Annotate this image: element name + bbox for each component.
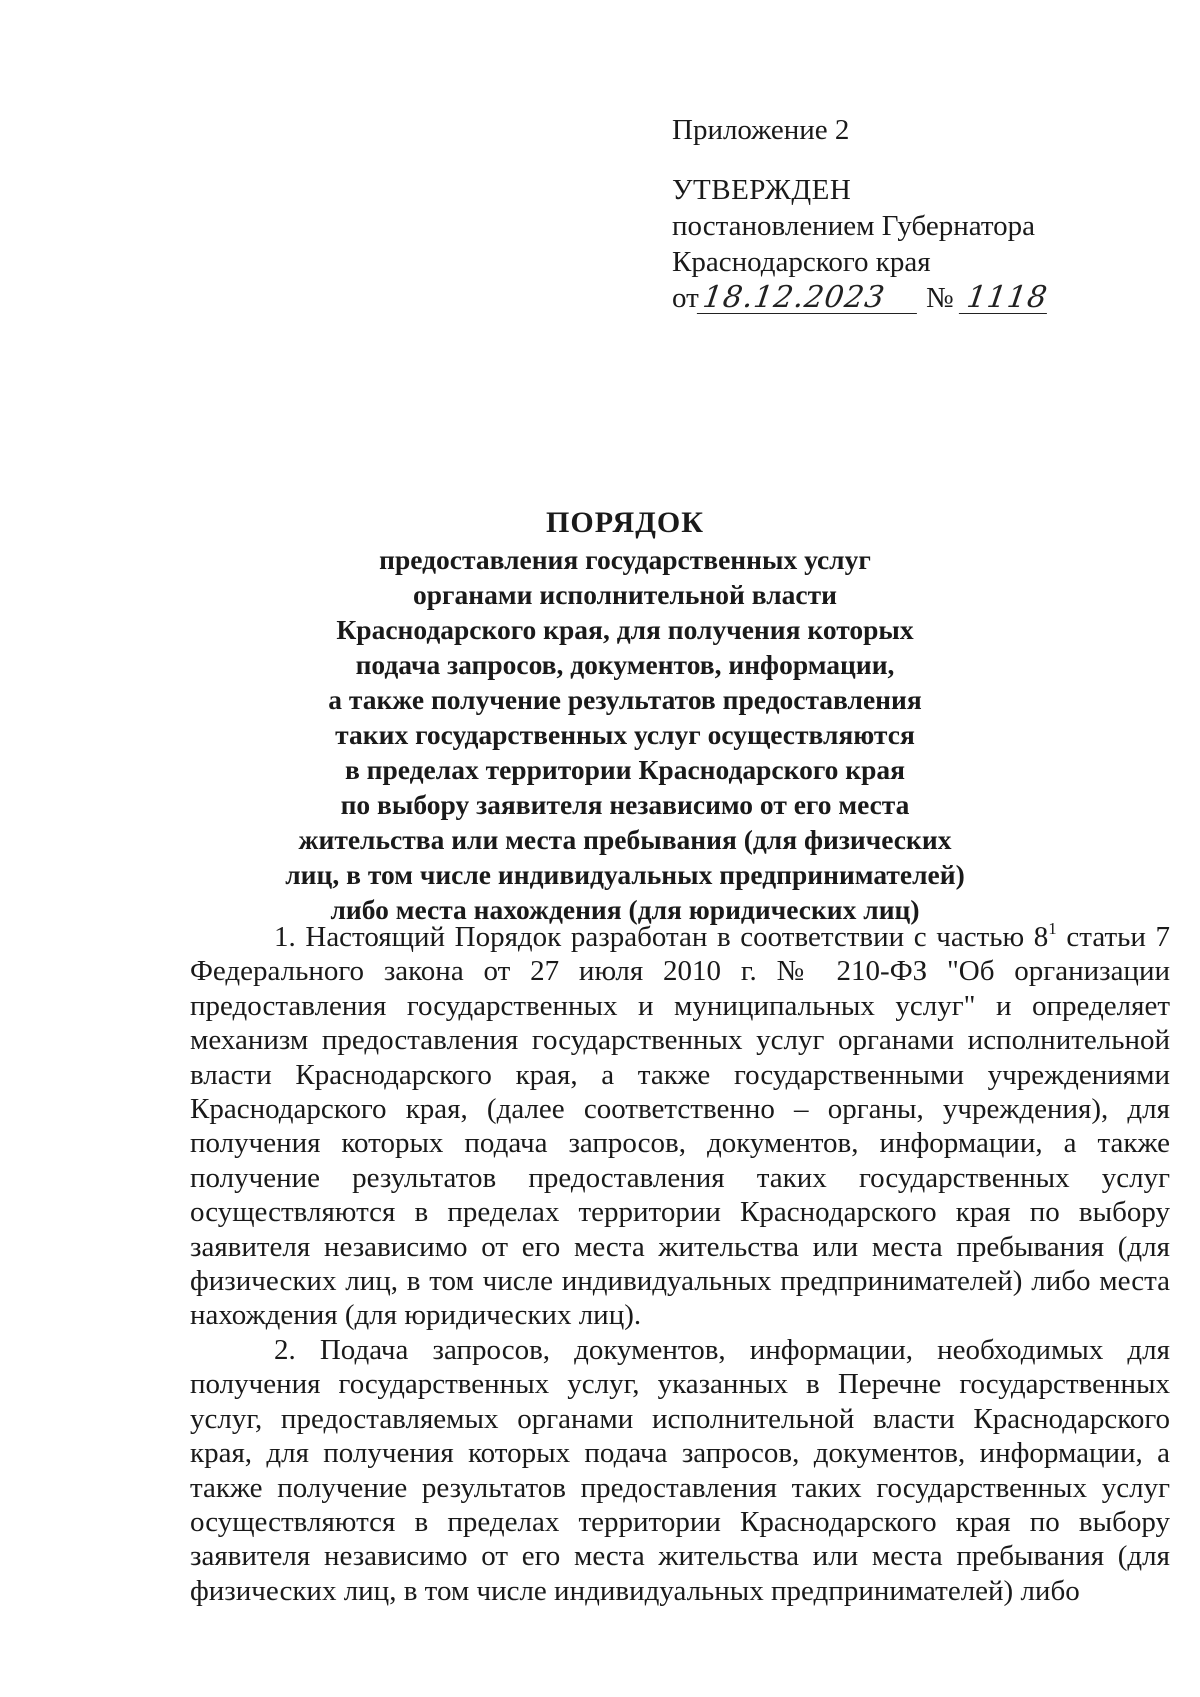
paragraph-1 bbox=[190, 920, 1170, 1333]
paragraph-2: 2. Подача запросов, документов, информации, необходимых для получения государственных услуг, указанных в Перечне государственных услуг, предоставляемых органами исполнительной власти Краснодарского края, для получения которых подача запросов, документов, информации, а также получение результатов предоставления таких государственных услуг осуществляются в пределах территории Краснодарского края по выбору заявителя независимо от его места жительства или места пребывания (для физических лиц, в том числе индивидуальных предпринимателей) либо bbox=[190, 1333, 1170, 1607]
title-line: а также получение результатов предоставления bbox=[328, 684, 922, 715]
title-line: в пределах территории Краснодарского края bbox=[344, 754, 906, 785]
document-title-block bbox=[190, 505, 1060, 927]
date-prefix: от bbox=[672, 282, 699, 314]
approved-by-line-1: постановлением Губернатора bbox=[672, 210, 1036, 242]
title-line: жительства или места пребывания (для физических bbox=[298, 824, 952, 855]
title-line: органами исполнительной власти bbox=[413, 579, 837, 610]
title-line: лиц, в том числе индивидуальных предпринимателей) bbox=[285, 859, 965, 890]
title-line: подача запросов, документов, информации, bbox=[355, 649, 895, 680]
decree-date-line bbox=[672, 280, 1112, 316]
handwritten-date: 18.12.2023 bbox=[697, 283, 921, 314]
approval-stamp-block bbox=[672, 112, 1112, 316]
title-line: предоставления государственных услуг bbox=[379, 544, 871, 575]
title-line: по выбору заявителя независимо от его места bbox=[340, 789, 910, 820]
paragraph-1-rest: статьи 7 Федерального закона от 27 июля 2010 г. № 210-ФЗ "Об организации предоставления государственных и муниципальных услуг" и определяет механизм предоставления государственных услуг органами исполнительной власти Краснодарского края, а также государственными учреждениями Краснодарского края, (далее соответственно – органы, учреждения), для получения которых подача запросов, документов, информации, а также получение результатов предоставления таких государственных услуг осуществляются в пределах территории Краснодарского края по выбору заявителя независимо от его места жительства или места пребывания (для физических лиц, в том числе индивидуальных предпринимателей) либо места нахождения (для юридических лиц). bbox=[190, 921, 1170, 1332]
handwritten-number: 1118 bbox=[959, 283, 1051, 314]
number-sign: № bbox=[926, 282, 954, 314]
paragraph-1-start: 1. Настоящий Порядок разработан в соответствии с частью 8 bbox=[274, 921, 1049, 953]
document-title: ПОРЯДОК bbox=[546, 506, 704, 539]
document-body bbox=[190, 920, 1170, 1608]
superscript-index: 1 bbox=[1048, 919, 1057, 938]
title-line: либо места нахождения (для юридических лиц) bbox=[330, 894, 920, 925]
appendix-label: Приложение 2 bbox=[672, 114, 850, 146]
approved-label: УТВЕРЖДЕН bbox=[672, 174, 852, 206]
title-line: таких государственных услуг осуществляются bbox=[335, 719, 915, 750]
approved-by-line-2: Краснодарского края bbox=[672, 246, 931, 278]
title-line: Краснодарского края, для получения которых bbox=[336, 614, 914, 645]
